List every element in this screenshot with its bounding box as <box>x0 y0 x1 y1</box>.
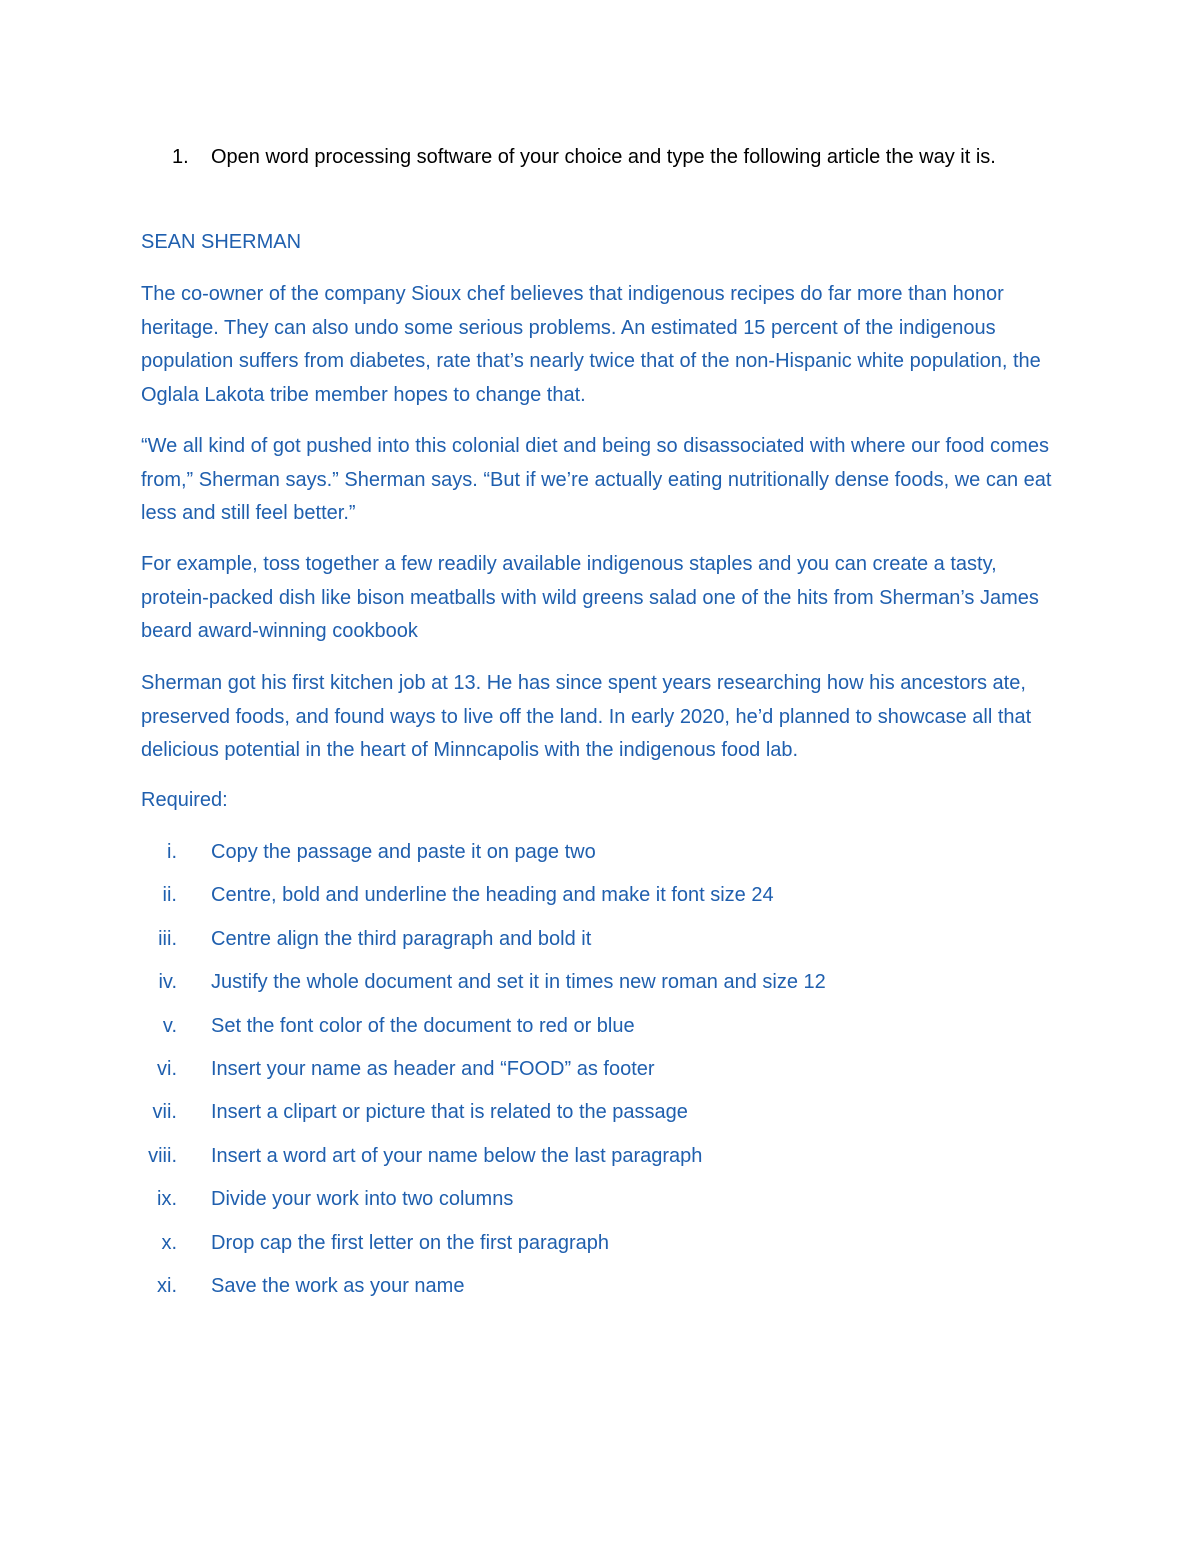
list-item-text: Centre align the third paragraph and bold it <box>211 927 592 950</box>
list-item-numeral: v. <box>162 1014 177 1037</box>
list-item-numeral: iii. <box>158 927 177 950</box>
list-item <box>0 1229 1200 1272</box>
list-item-text: Justify the whole document and set it in times new roman and size 12 <box>211 971 826 994</box>
list-item <box>0 968 1200 1011</box>
list-item-numeral: i. <box>167 841 177 863</box>
list-item <box>0 838 1200 881</box>
list-item-text: Insert a word art of your name below the last paragraph <box>211 1144 703 1167</box>
article-paragraph-3: For example, toss together a few readily available indigenous staples and you can create a tasty, protein-packed dish like bison meatballs with wild greens salad one of the hits from Sherman’s James beard award-winning cookbook <box>141 553 1039 642</box>
list-item-text: Centre, bold and underline the heading and make it font size 24 <box>211 884 774 907</box>
list-item-numeral: xi. <box>157 1274 177 1297</box>
task-number: 1. <box>172 146 189 168</box>
task-text: Open word processing software of your choice and type the following article the way it is. <box>211 146 996 168</box>
list-item-numeral: ix. <box>157 1188 177 1211</box>
list-item-numeral: iv. <box>158 971 177 994</box>
article-paragraph-2: “We all kind of got pushed into this colonial diet and being so disassociated with where our food comes from,” Sherman says.” Sherman says. “But if we’re actually eating nutritionally dense foods, we can eat less and still feel better.” <box>141 435 1052 524</box>
list-item <box>0 1185 1200 1228</box>
list-item <box>0 1098 1200 1141</box>
list-item-numeral: x. <box>161 1231 177 1254</box>
list-item-text: Insert your name as header and “FOOD” as footer <box>211 1057 655 1080</box>
list-item <box>0 1272 1200 1315</box>
list-item <box>0 925 1200 968</box>
list-item <box>0 1142 1200 1185</box>
list-item-numeral: vii. <box>152 1101 177 1124</box>
list-item-text: Set the font color of the document to red or blue <box>211 1014 635 1037</box>
list-item <box>0 1012 1200 1055</box>
list-item-numeral: ii. <box>162 884 177 907</box>
article-paragraph-4: Sherman got his first kitchen job at 13. He has since spent years researching how his ancestors ate, preserved foods, and found ways to live off the land. In early 2020, he’d planned to showcase all that delicious potential in the heart of Minncapolis with the indigenous food lab. <box>141 672 1032 761</box>
list-item-text: Drop cap the first letter on the first paragraph <box>211 1231 609 1254</box>
article-paragraph-1: The co-owner of the company Sioux chef believes that indigenous recipes do far more than honor heritage. They can also undo some serious problems. An estimated 15 percent of the indigenous population suffers from diabetes, rate that’s nearly twice that of the non-Hispanic white population, the Oglala Lakota tribe member hopes to change that. <box>141 283 1041 406</box>
list-item-numeral: viii. <box>148 1144 177 1167</box>
list-item-text: Save the work as your name <box>211 1274 465 1297</box>
article-heading: SEAN SHERMAN <box>141 231 302 253</box>
list-item <box>0 1055 1200 1098</box>
list-item-text: Copy the passage and paste it on page two <box>211 841 596 863</box>
list-item-numeral: vi. <box>157 1057 177 1080</box>
required-list <box>0 838 1200 1315</box>
list-item-text: Insert a clipart or picture that is related to the passage <box>211 1101 688 1124</box>
list-item-text: Divide your work into two columns <box>211 1188 514 1211</box>
required-label: Required: <box>141 789 228 811</box>
list-item <box>0 881 1200 924</box>
